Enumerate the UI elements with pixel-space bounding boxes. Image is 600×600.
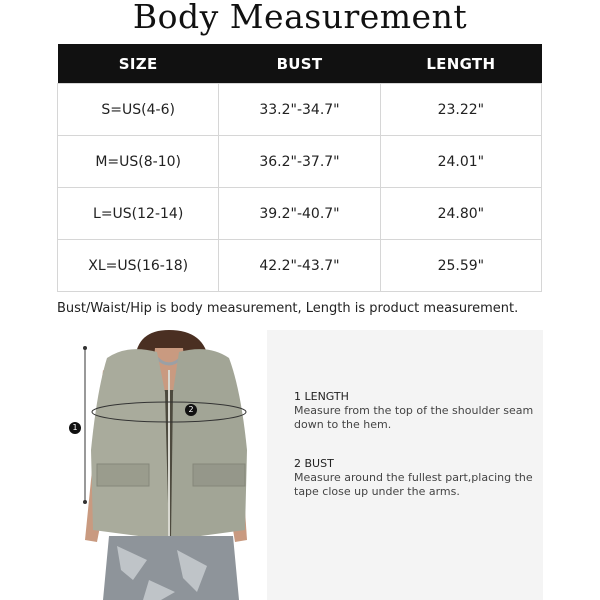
length-cell: 24.01" (380, 136, 541, 188)
length-cell: 24.80" (380, 188, 541, 240)
measurement-instructions-panel (267, 330, 543, 600)
page-title: Body Measurement (132, 0, 468, 36)
length-cell: 23.22" (380, 84, 541, 136)
length-instruction-text: Measure from the top of the shoulder seam down to the hem. (294, 404, 534, 431)
bust-instruction-text: Measure around the fullest part,placing the tape close up under the arms. (294, 471, 533, 498)
table-row (58, 136, 542, 188)
size-cell: XL=US(16-18) (58, 240, 219, 292)
model-photo (57, 330, 267, 600)
bust-marker: 2 (185, 404, 197, 416)
bust-cell: 42.2"-43.7" (219, 240, 380, 292)
header-size: SIZE (58, 44, 219, 84)
table-row (58, 188, 542, 240)
table-header-row (58, 44, 542, 84)
model-illustration (57, 330, 267, 600)
measurement-note: Bust/Waist/Hip is body measurement, Length is product measurement. (57, 301, 519, 316)
size-chart-table (57, 44, 542, 292)
length-instruction (294, 390, 534, 432)
size-cell: S=US(4-6) (58, 84, 219, 136)
bust-instruction (294, 457, 534, 499)
size-cell: M=US(8-10) (58, 136, 219, 188)
header-bust: BUST (219, 44, 380, 84)
length-cell: 25.59" (380, 240, 541, 292)
table-row (58, 240, 542, 292)
header-length: LENGTH (380, 44, 541, 84)
bust-cell: 33.2"-34.7" (219, 84, 380, 136)
length-marker: 1 (69, 422, 81, 434)
size-cell: L=US(12-14) (58, 188, 219, 240)
table-row (58, 84, 542, 136)
bust-cell: 36.2"-37.7" (219, 136, 380, 188)
length-instruction-title: 1 LENGTH (294, 390, 349, 403)
bust-instruction-title: 2 BUST (294, 457, 334, 470)
bust-cell: 39.2"-40.7" (219, 188, 380, 240)
